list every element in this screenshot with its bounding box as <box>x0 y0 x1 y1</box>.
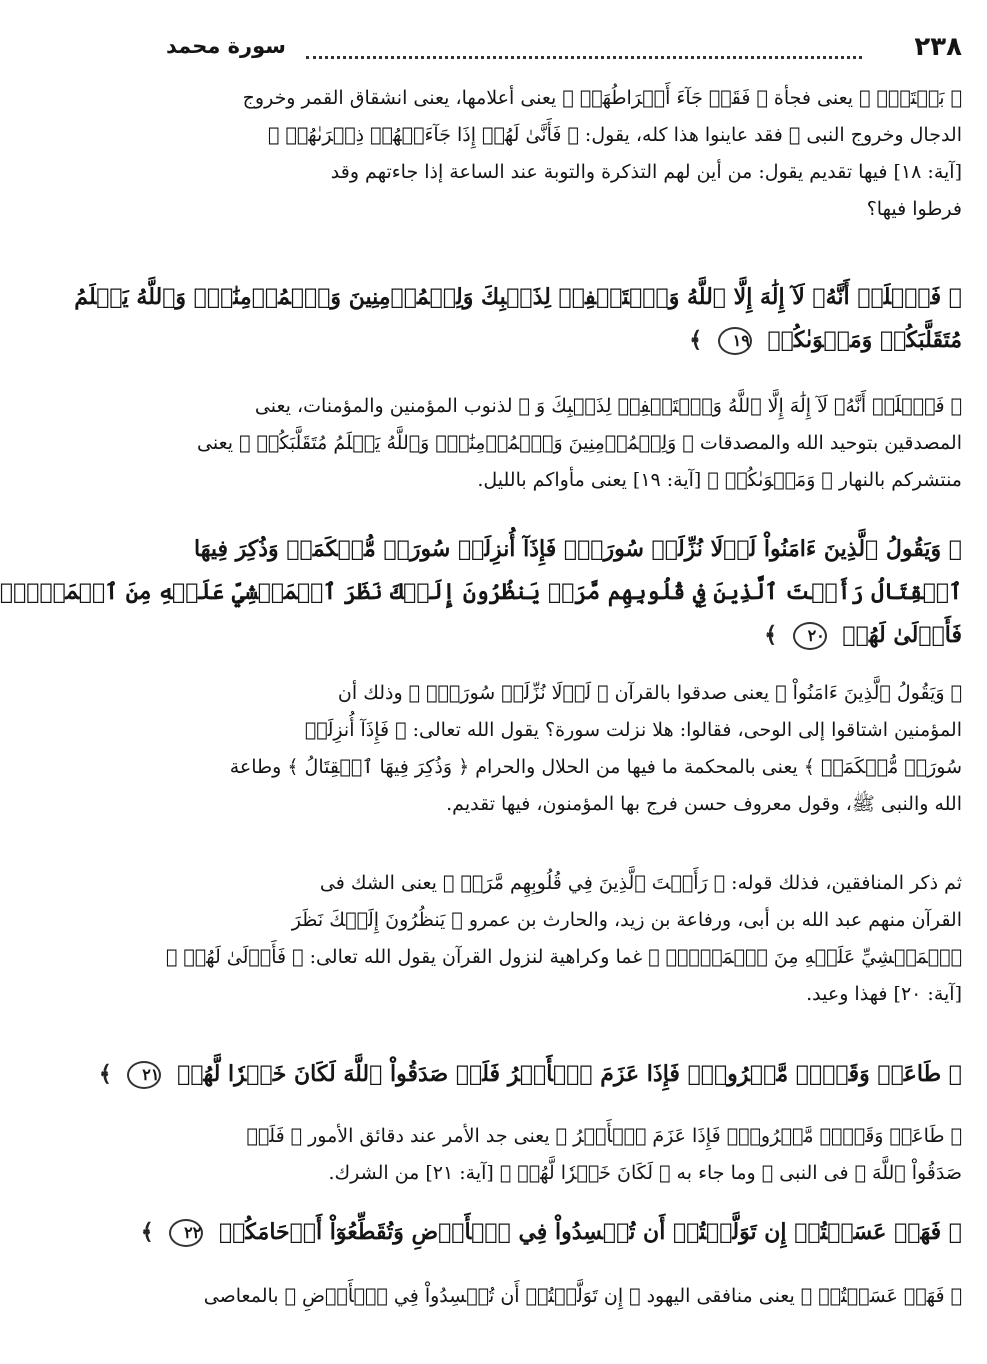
quran-verse-block <box>0 528 962 657</box>
commentary-line: الله والنبى ﷺ، وقول معروف حسن فرج بها المؤمنون، فيها تقديم. <box>446 793 962 815</box>
ayah-number-medallion: ٢٢ <box>169 1219 203 1247</box>
quran-verse-block <box>98 1053 962 1096</box>
verse-line: ٱلۡقِتَالُ رَأَيۡتَ ٱلَّذِينَ فِي قُلُوبِهِم مَّرَضٞ يَنظُرُونَ إِلَيۡكَ نَظَرَ ٱلۡمَغۡشِيِّ عَلَيۡهِ مِنَ ٱلۡمَوۡتِۖ <box>0 579 962 605</box>
surah-title: سورة محمد <box>166 34 286 58</box>
ayah-number-medallion: ١٩ <box>718 327 752 355</box>
quran-verse-block <box>74 276 962 362</box>
commentary-line: ﴿ طَاعَةٞ وَقَوۡلٞ مَّعۡرُوفٞۚ فَإِذَا عَزَمَ ٱلۡأَمۡرُ ﴾ يعنى جد الأمر عند دقائق الأمور ﴿ فَلَوۡ <box>246 1125 962 1147</box>
commentary-paragraph <box>154 388 962 499</box>
closing-bracket-ornament: ﴾ <box>764 622 785 648</box>
ayah-number-medallion: ٢١ <box>127 1061 161 1089</box>
ayah-number-medallion: ٢٠ <box>793 622 827 650</box>
verse-line: ﴿ فَٱعۡلَمۡ أَنَّهُۥ لَآ إِلَٰهَ إِلَّا ٱللَّهُ وَٱسۡتَغۡفِرۡ لِذَنۢبِكَ وَلِلۡمُؤۡمِنِينَ وَٱلۡمُؤۡمِنَٰتِۗ وَٱللَّهُ يَعۡلَمُ <box>74 284 962 310</box>
commentary-paragraph <box>154 1278 962 1315</box>
commentary-line: القرآن منهم عبد الله بن أبى، ورفاعة بن زيد، والحارث بن عمرو ﴿ يَنظُرُونَ إِلَيۡكَ نَظَرَ <box>291 909 962 931</box>
commentary-line: فرطوا فيها؟ <box>866 198 962 220</box>
commentary-line: ﴿ وَيَقُولُ ٱلَّذِينَ ءَامَنُواْ ﴾ يعنى صدقوا بالقرآن ﴿ لَوۡلَا نُزِّلَتۡ سُورَةٞۖ ﴾ وذلك أن <box>337 682 962 704</box>
commentary-line: ثم ذكر المنافقين، فذلك قوله: ﴿ رَأَيۡتَ ٱلَّذِينَ فِي قُلُوبِهِم مَّرَضٞ ﴾ يعنى الشك فى <box>319 872 962 894</box>
commentary-line: صَدَقُواْ ٱللَّهَ ﴾ فى النبى ﷺ وما جاء به ﴿ لَكَانَ خَيۡرٗا لَّهُمۡ ﴾ [آية: ٢١] من الشرك. <box>328 1162 962 1184</box>
commentary-line: ﴿ فَهَلۡ عَسَيۡتُمۡ ﴾ يعنى منافقى اليهود ﴿ إِن تَوَلَّيۡتُمۡ أَن تُفۡسِدُواْ فِي ٱلۡأَرۡضِ ﴾ بالمعاصى <box>203 1285 962 1307</box>
commentary-paragraph <box>154 865 962 1013</box>
commentary-line: ﴿ بَغۡتَةًۖ ﴾ يعنى فجأة ﴿ فَقَدۡ جَآءَ أَشۡرَاطُهَاۚ ﴾ يعنى أعلامها، يعنى انشقاق القمر وخروج <box>242 87 962 109</box>
verse-line: ﴿ وَيَقُولُ ٱلَّذِينَ ءَامَنُواْ لَوۡلَا نُزِّلَتۡ سُورَةٞۖ فَإِذَآ أُنزِلَتۡ سُورَةٞ مُّحۡكَمَةٞ وَذُكِرَ فِيهَا <box>193 536 962 562</box>
page-number: ٢٣٨ <box>914 32 962 62</box>
page-header <box>154 34 962 70</box>
verse-line: مُتَقَلَّبَكُمۡ وَمَثۡوَىٰكُمۡ ١٩ ﴾ <box>689 327 962 353</box>
verse-line: فَأَوۡلَىٰ لَهُمۡ ٢٠ ﴾ <box>764 622 962 648</box>
header-dotted-leader <box>306 56 862 59</box>
commentary-line: [آية: ١٨] فيها تقديم يقول: من أين لهم التذكرة والتوبة عند الساعة إذا جاءتهم وقد <box>330 161 962 183</box>
closing-bracket-ornament: ﴾ <box>98 1061 120 1087</box>
commentary-line: الدجال وخروج النبى ﷺ فقد عاينوا هذا كله، يقول: ﴿ فَأَنَّىٰ لَهُمۡ إِذَا جَآءَتۡهُمۡ ذِكۡرَىٰهُمۡ ﴾ <box>268 124 962 146</box>
commentary-line: المصدقين بتوحيد الله والمصدقات ﴿ وَلِلۡمُؤۡمِنِينَ وَٱلۡمُؤۡمِنَٰتِۗ وَٱللَّهُ يَعۡلَمُ مُتَقَلَّبَكُمۡ ﴾ يعنى <box>197 432 962 454</box>
commentary-line: ﴿ فَٱعۡلَمۡ أَنَّهُۥ لَآ إِلَٰهَ إِلَّا ٱللَّهُ وَٱسۡتَغۡفِرۡ لِذَنۢبِكَ وَ ﴾ لذنوب المؤمنين والمؤمنات، يعنى <box>254 395 962 417</box>
quran-verse-block <box>140 1211 962 1254</box>
commentary-line: ٱلۡمَغۡشِيِّ عَلَيۡهِ مِنَ ٱلۡمَوۡتِۖ ﴾ غما وكراهية لنزول القرآن يقول الله تعالى: ﴿ فَأَوۡلَىٰ لَهُمۡ ﴾ <box>165 946 962 968</box>
commentary-paragraph <box>154 1118 962 1192</box>
commentary-paragraph <box>154 80 962 228</box>
commentary-paragraph <box>154 675 962 823</box>
commentary-line: سُورَةٞ مُّحۡكَمَةٞ ﴾ يعنى بالمحكمة ما فيها من الحلال والحرام ﴿ وَذُكِرَ فِيهَا ٱلۡقِتَالُ ﴾ وطاعة <box>229 756 962 778</box>
closing-bracket-ornament: ﴾ <box>140 1219 162 1245</box>
commentary-line: منتشركم بالنهار ﴿ وَمَثۡوَىٰكُمۡ ﴾ [آية: ١٩] يعنى مأواكم بالليل. <box>477 469 962 491</box>
commentary-line: المؤمنين اشتاقوا إلى الوحى، فقالوا: هلا نزلت سورة؟ يقول الله تعالى: ﴿ فَإِذَآ أُنزِلَتۡ <box>304 719 962 741</box>
commentary-line: [آية: ٢٠] فهذا وعيد. <box>806 983 962 1005</box>
verse-line: ﴿ طَاعَةٞ وَقَوۡلٞ مَّعۡرُوفٞۚ فَإِذَا عَزَمَ ٱلۡأَمۡرُ فَلَوۡ صَدَقُواْ ٱللَّهَ لَكَانَ خَيۡرٗا لَّهُمۡ ٢١ ﴾ <box>98 1061 962 1087</box>
closing-bracket-ornament: ﴾ <box>689 327 710 353</box>
verse-line: ﴿ فَهَلۡ عَسَيۡتُمۡ إِن تَوَلَّيۡتُمۡ أَن تُفۡسِدُواْ فِي ٱلۡأَرۡضِ وَتُقَطِّعُوٓاْ أَرۡحَامَكُمۡ ٢٢ ﴾ <box>140 1219 962 1245</box>
